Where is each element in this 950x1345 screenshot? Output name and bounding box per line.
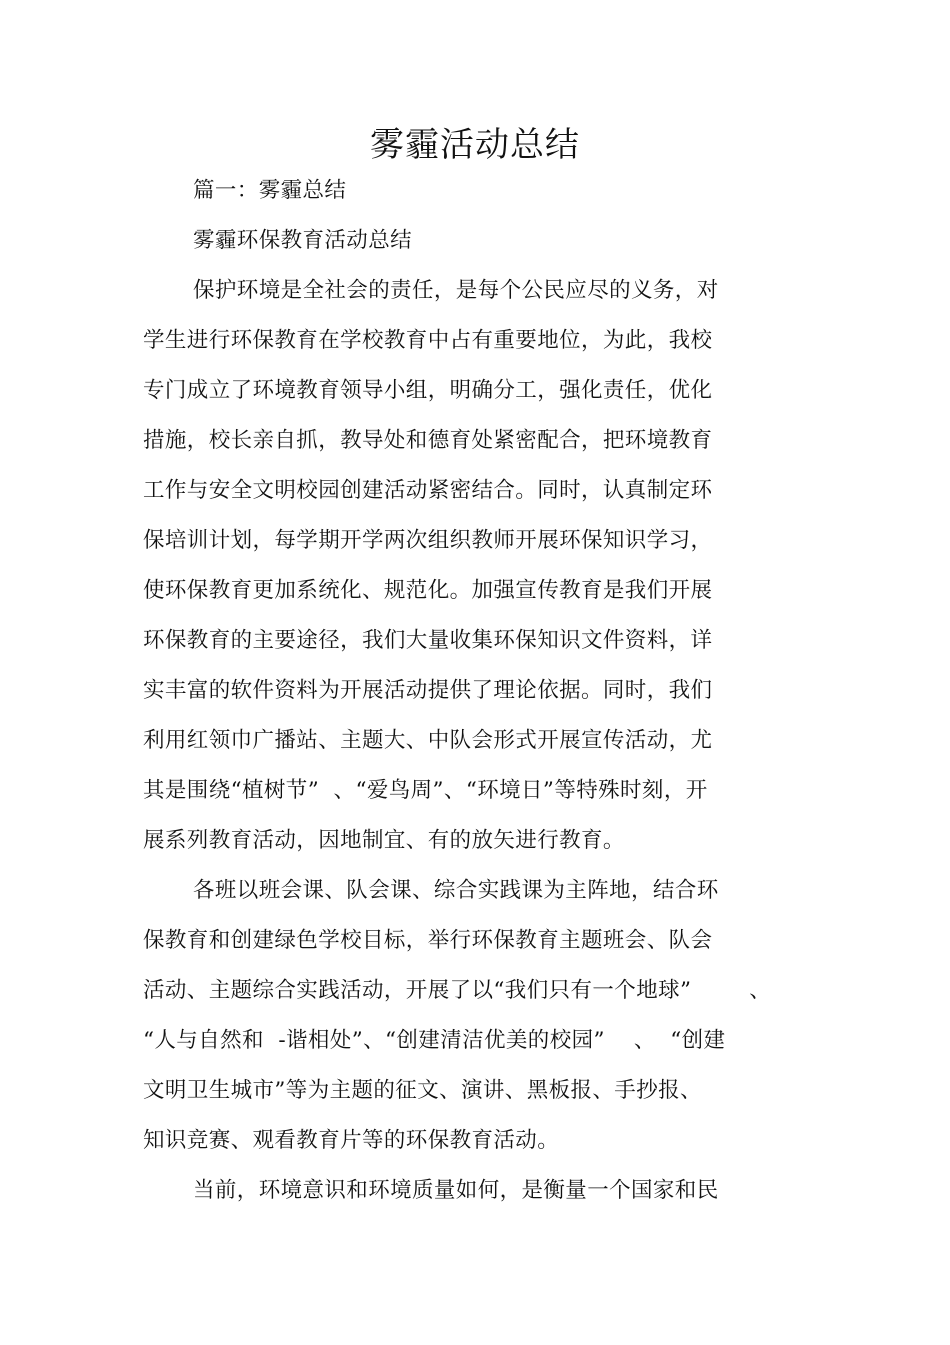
paragraph-line: “人与自然和 -谐相处”、“创建清洁优美的校园” 、 “创建: [143, 1028, 726, 1053]
paragraph-line: 工作与安全文明校园创建活动紧密结合。同时，认真制定环: [143, 478, 713, 503]
subtitle: 雾霾环保教育活动总结: [193, 228, 413, 253]
paragraph-line: 当前，环境意识和环境质量如何，是衡量一个国家和民: [193, 1178, 719, 1203]
paragraph-line: 各班以班会课、队会课、综合实践课为主阵地，结合环: [193, 878, 719, 903]
paragraph-line: 其是围绕“植树节” 、“爱鸟周”、“环境日”等特殊时刻，开: [143, 778, 708, 803]
paragraph-line: 利用红领巾广播站、主题大、中队会形式开展宣传活动，尤: [143, 728, 713, 753]
paragraph-line: 知识竞赛、观看教育片等的环保教育活动。: [143, 1128, 560, 1153]
paragraph-line: 措施，校长亲自抓，教导处和德育处紧密配合，把环境教育: [143, 428, 713, 453]
paragraph-line: 学生进行环保教育在学校教育中占有重要地位，为此，我校: [143, 328, 713, 353]
paragraph-line: 使环保教育更加系统化、规范化。加强宣传教育是我们开展: [143, 578, 713, 603]
paragraph-line: 环保教育的主要途径，我们大量收集环保知识文件资料，详: [143, 628, 713, 653]
paragraph-line: 保护环境是全社会的责任，是每个公民应尽的义务，对: [193, 278, 719, 303]
section-heading: 篇一：雾霾总结: [193, 178, 347, 203]
paragraph-line: 活动、主题综合实践活动，开展了以“我们只有一个地球” 、: [143, 978, 772, 1003]
paragraph-line: 展系列教育活动，因地制宜、有的放矢进行教育。: [143, 828, 625, 853]
paragraph-line: 文明卫生城市”等为主题的征文、演讲、黑板报、手抄报、: [143, 1078, 702, 1103]
paragraph-line: 保教育和创建绿色学校目标，举行环保教育主题班会、队会: [143, 928, 713, 953]
document-title: 雾霾活动总结: [370, 125, 580, 165]
paragraph-line: 专门成立了环境教育领导小组，明确分工，强化责任，优化: [143, 378, 713, 403]
paragraph-line: 实丰富的软件资料为开展活动提供了理论依据。同时，我们: [143, 678, 713, 703]
paragraph-line: 保培训计划，每学期开学两次组织教师开展环保知识学习，: [143, 528, 713, 553]
